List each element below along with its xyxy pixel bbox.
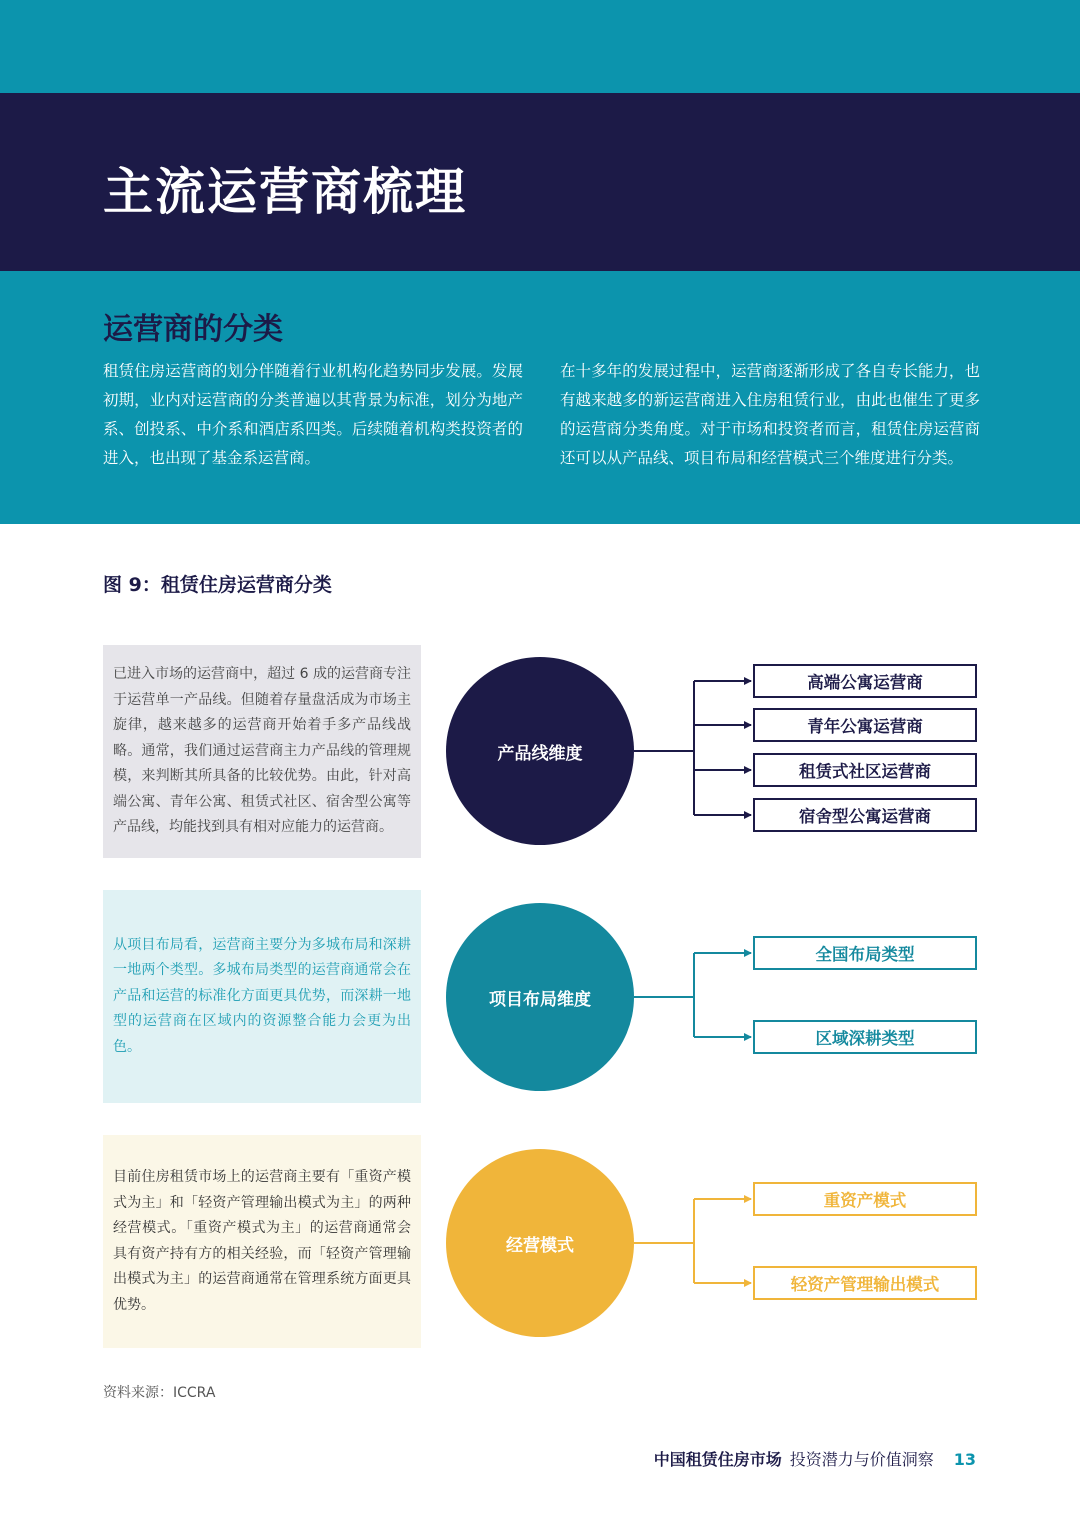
category-heavy-asset: 重资产模式 — [753, 1182, 977, 1216]
page-footer — [654, 1447, 976, 1470]
page-title: 主流运营商梳理 — [103, 163, 467, 221]
category-light-asset: 轻资产管理输出模式 — [753, 1266, 977, 1300]
project-layout-connectors — [634, 953, 751, 1037]
category-dormitory-apartment: 宿舍型公寓运营商 — [753, 798, 977, 832]
business-model-description: 目前住房租赁市场上的运营商主要有「重资产模式为主」和「轻资产管理输出模式为主」的两种经营模式。「重资产模式为主」的运营商通常会具有资产持有方的相关经验，而「轻资产管理输出模式为主」的运营商通常在管理系统方面更具优势。 — [113, 1169, 411, 1313]
category-high-end-apartment: 高端公寓运营商 — [753, 664, 977, 698]
product-line-circle-label: 产品线维度 — [497, 743, 583, 764]
intro-left-paragraph: 租赁住房运营商的划分伴随着行业机构化趋势同步发展。发展初期，业内对运营商的分类普遍以其背景为标准，划分为地产系、创投系、中介系和酒店系四类。后续随着机构类投资者的进入，也出现了基金系运营商。 — [103, 362, 523, 467]
page-number: 13 — [953, 1450, 976, 1469]
intro-right-paragraph: 在十多年的发展过程中，运营商逐渐形成了各自专长能力，也有越来越多的新运营商进入住房租赁行业，由此也催生了更多的运营商分类角度。对于市场和投资者而言，租赁住房运营商还可以从产品线、项目布局和经营模式三个维度进行分类。 — [560, 362, 980, 467]
category-regional-focus: 区域深耕类型 — [753, 1020, 977, 1054]
footer-report-title: 中国租赁住房市场 — [653, 1450, 782, 1469]
project-layout-description: 从项目布局看，运营商主要分为多城布局和深耕一地两个类型。多城布局类型的运营商通常会在产品和运营的标准化方面更具优势，而深耕一地型的运营商在区域内的资源整合能力会更为出色。 — [113, 936, 411, 1055]
category-rental-community: 租赁式社区运营商 — [753, 753, 977, 787]
product-line-connectors — [634, 681, 751, 815]
product-line-description: 已进入市场的运营商中，超过 6 成的运营商专注于运营单一产品线。但随着存量盘活成为市场主旋律，越来越多的运营商开始着手多产品线战略。通常，我们通过运营商主力产品线的管理规模，来判断其所具备的比较优势。由此，针对高端公寓、青年公寓、租赁式社区、宿舍型公寓等产品线，均能找到具有相对应能力的运营商。 — [113, 666, 411, 836]
category-youth-apartment: 青年公寓运营商 — [753, 708, 977, 742]
source-note: 资料来源：ICCRA — [103, 1385, 216, 1401]
figure-title: 图 9：租赁住房运营商分类 — [103, 574, 332, 596]
section-title: 运营商的分类 — [103, 312, 283, 347]
product-line-circle — [446, 657, 634, 845]
business-model-connectors — [634, 1199, 751, 1283]
business-model-circle — [446, 1149, 634, 1337]
business-model-circle-label: 经营模式 — [506, 1235, 574, 1256]
project-layout-circle — [446, 903, 634, 1091]
category-national-layout: 全国布局类型 — [753, 936, 977, 970]
project-layout-circle-label: 项目布局维度 — [489, 989, 591, 1010]
footer-report-subtitle: 投资潜力与价值洞察 — [789, 1450, 934, 1469]
